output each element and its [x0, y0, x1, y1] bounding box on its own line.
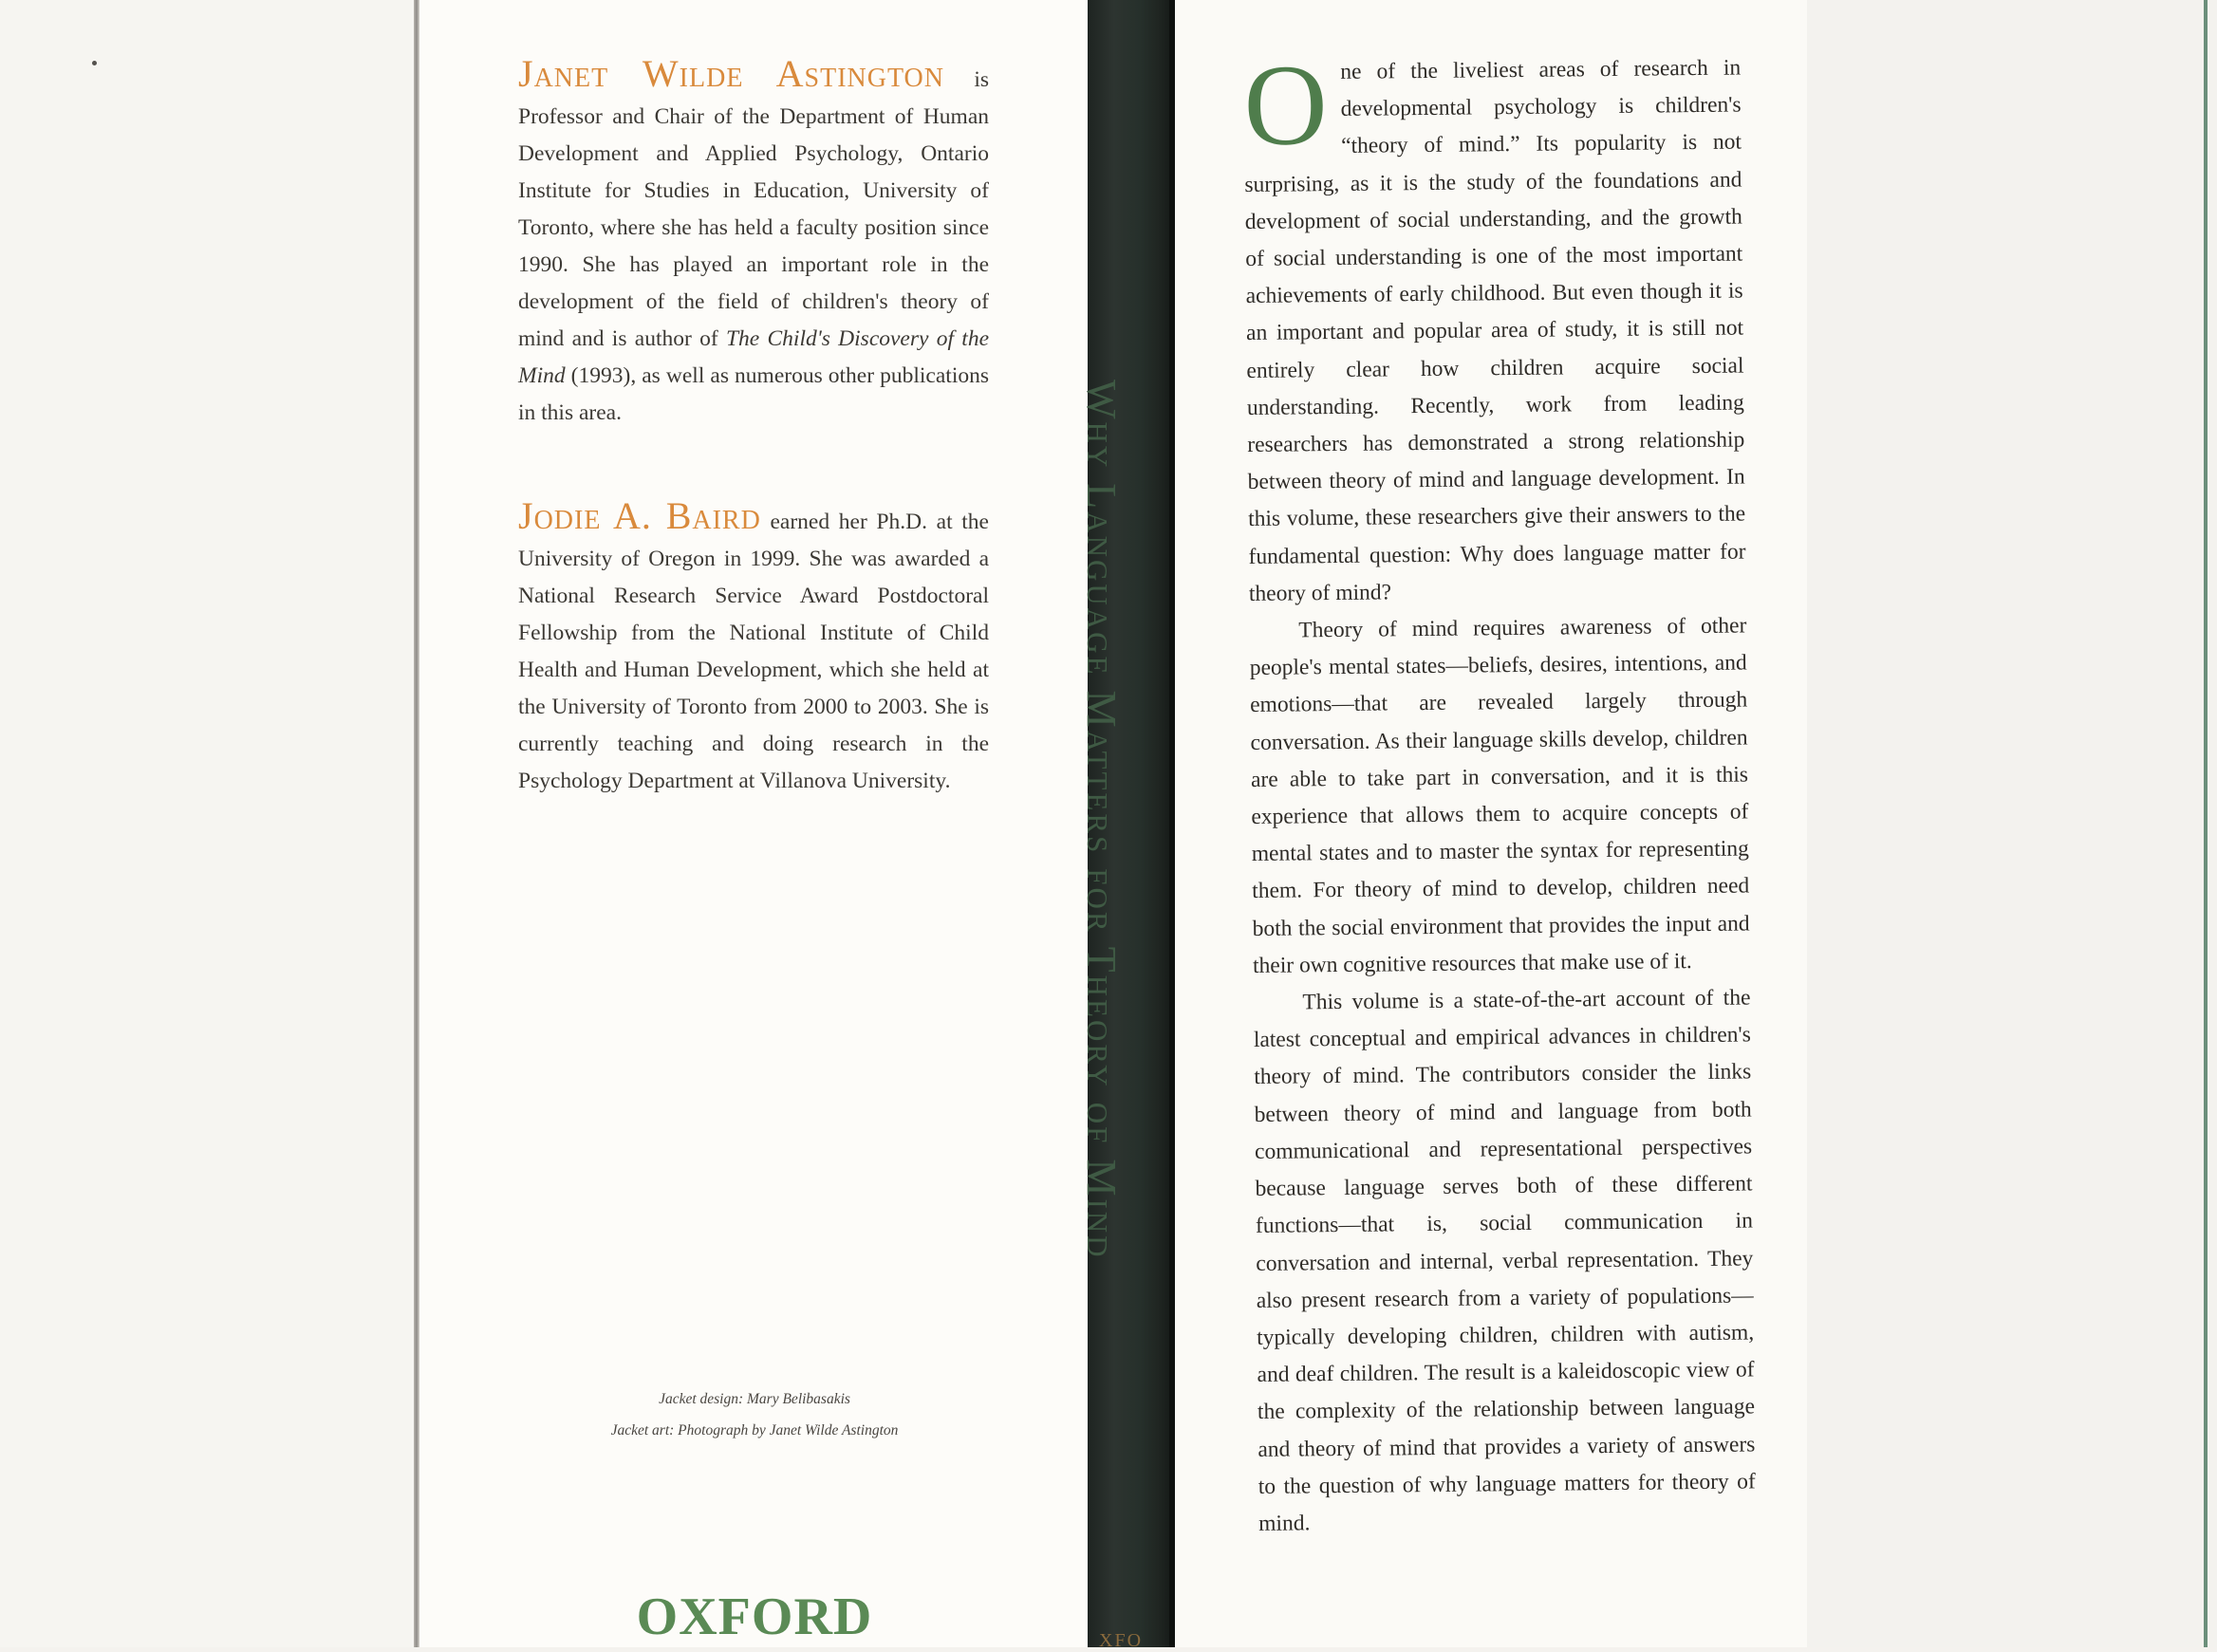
drop-cap: O [1242, 41, 1329, 170]
left-blank-margin [0, 0, 416, 1647]
jacket-credits [531, 1383, 978, 1446]
paragraph-3: This volume is a state-of-the-art account of the latest conceptual and empirical advances in children's theory of mind. The contributors consider the links between theory of mind and language from both communicational and representational perspectives because language serves both of these different functions—that is, social communication in conversation and internal, verbal representation. They also present research from a variety of populations—typically developing children, children with autism, and deaf children. The result is a kaleidoscopic view of the complexity of the relationship between language and theory of mind that provides a variety of answers to the question of why language matters for theory of mind. [1253, 985, 1756, 1536]
bio-text: earned her Ph.D. at the University of Oregon in 1999. She was awarded a National Research Service Award Postdoctoral Fellowship from the National Institute of Child Health and Human Development, which she held at the University of Toronto from 2000 to 2003. She is currently teaching and doing research in the Psychology Department at Villanova University. [518, 510, 989, 793]
spine-publisher-mark: XFO [1099, 1630, 1144, 1651]
author-name: Janet Wilde Astington [518, 52, 945, 95]
spine-title: Why Language Matters for Theory of Mind [1078, 380, 1125, 1260]
author-bio-baird [518, 494, 989, 800]
paragraph-1 [1242, 41, 1746, 614]
author-bio-astington [518, 52, 989, 432]
flap-fold-right [2204, 0, 2208, 1647]
book-title: The Child's Discovery of the Mind [518, 326, 989, 388]
jacket-design-credit: Jacket design: Mary Belibasakis [659, 1391, 850, 1407]
bio-text: is Professor and Chair of the Department of Human Development and Applied Psychology, Ontario Institute for Studies in Education, University of Toronto, where she has held a faculty position since 1990. She has played an important role in the development of the field of children's theory of mind and is author of [518, 67, 989, 351]
paragraph-1-text: ne of the liveliest areas of research in developmental psychology is children's “theory of mind.” Its popularity is not surprising, as it is the study of the foundations and development of social understanding, and the growth of social understanding is one of the most important achievements of early childhood. But even though it is an important and popular area of study, it is still not entirely clear how children acquire social understanding. Recently, work from leading researchers has demonstrated a strong relationship between theory of mind and language development. In this volume, these researchers give their answers to the fundamental question: Why does language matter for theory of mind? [1244, 55, 1746, 606]
right-blank-area [1807, 0, 2217, 1647]
author-name: Jodie A. Baird [518, 494, 761, 537]
paragraph-2: Theory of mind requires awareness of other people's mental states—beliefs, desires, intentions, and emotions—that are revealed largely through conversation. As their language skills develop, children are able to take part in conversation, and it is this experience that allows them to acquire concepts of mental states and to master the syntax for representing them. For theory of mind to develop, children need both the social environment that provides the input and their own cognitive resources that make use of it. [1249, 613, 1750, 978]
front-flap-description [1242, 41, 1756, 1544]
dust-speck [92, 61, 97, 65]
publisher-logo: OXFORD [636, 1587, 873, 1646]
bio-text-end: (1993), as well as numerous other publications in this area. [518, 363, 989, 425]
jacket-art-credit: Jacket art: Photograph by Janet Wilde Astington [610, 1422, 899, 1439]
